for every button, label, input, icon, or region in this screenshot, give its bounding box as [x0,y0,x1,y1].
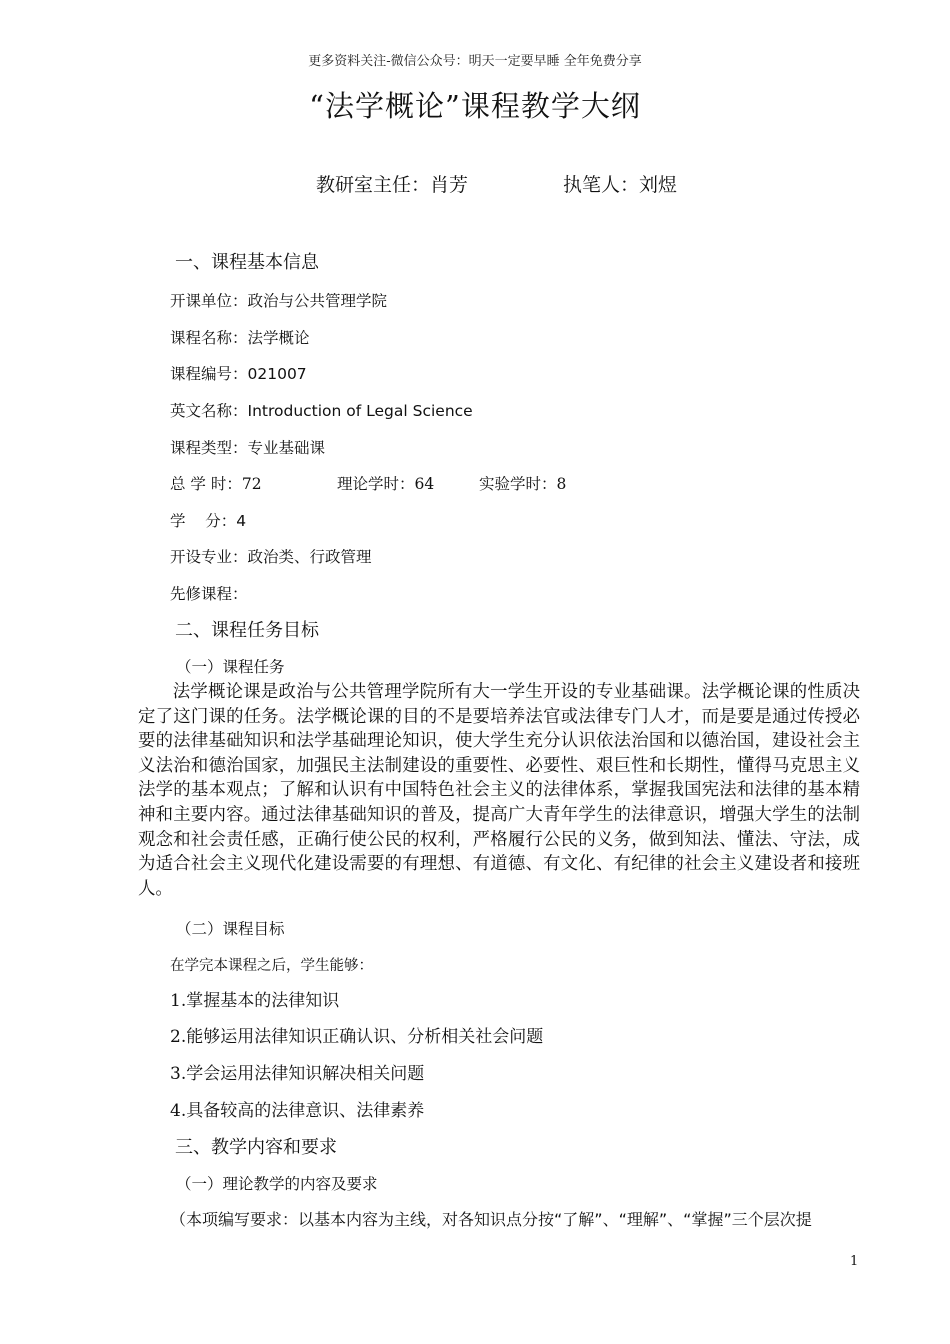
goal-item: 2.能够运用法律知识正确认识、分析相关社会问题 [170,1027,544,1047]
header-notice: 更多资料关注-微信公众号：明天一定要早睡 全年免费分享 [308,54,642,69]
goal-item: 4.具备较高的法律意识、法律素养 [170,1101,425,1121]
section3-heading: 三、教学内容和要求 [175,1137,337,1158]
section2-heading: 二、课程任务目标 [175,620,319,641]
field-course-code: 课程编号：021007 [170,365,307,383]
task-paragraph: 法学概论课是政治与公共管理学院所有大一学生开设的专业基础课。法学概论课的性质决定了这门课的任务。法学概论课的目的不是要培养法官或法律专门人才，而是要是通过传授必要的法律基础知识和法学基础理论知识，使大学生充分认识依法治国和以德治国，建设社会主义法治和德治国家，加强民主法制建设的重要性、必要性、艰巨性和长期性，懂得马克思主义法学的基本观点；了解和认识有中国特色社会主义的法律体系，掌握我国宪法和法律的基本精神和主要内容。通过法律基础知识的普及，提高广大青年学生的法律意识，增强大学生的法制观念和社会责任感，正确行使公民的权利，严格履行公民的义务，做到知法、懂法、守法，成为适合社会主义现代化建设需要的有理想、有道德、有文化、有纪律的社会主义建设者和接班人。 [138,682,860,899]
requirement-note: （本项编写要求：以基本内容为主线，对各知识点分按“了解”、“理解”、“掌握”三个层次提 [170,1210,812,1229]
page-number: 1 [850,1254,859,1269]
goal-item: 1.掌握基本的法律知识 [170,991,340,1011]
field-lab-hours: 实验学时：8 [479,475,567,493]
goals-intro: 在学完本课程之后，学生能够： [170,958,373,974]
field-course-type: 课程类型：专业基础课 [170,439,326,457]
subheading-course-goals: （二）课程目标 [176,920,285,938]
field-course-name: 课程名称：法学概论 [170,329,310,347]
field-department: 开课单位：政治与公共管理学院 [170,292,388,310]
writer-name: 执笔人：刘煜 [563,174,678,196]
page-title: “法学概论”课程教学大纲 [309,89,641,123]
subheading-course-task: （一）课程任务 [176,658,285,676]
section1-heading: 一、课程基本信息 [175,252,319,273]
subheading-theory-content: （一）理论教学的内容及要求 [176,1175,378,1193]
field-prerequisites: 先修课程： [170,585,248,603]
field-english-name: 英文名称：Introduction of Legal Science [170,402,473,420]
field-credits: 学 分：4 [170,512,247,530]
director-name: 教研室主任：肖芳 [316,174,469,196]
goal-item: 3.学会运用法律知识解决相关问题 [170,1064,425,1084]
field-majors: 开设专业：政治类、行政管理 [170,548,372,566]
field-theory-hours: 理论学时：64 [337,475,435,493]
field-total-hours: 总 学 时：72 [170,475,262,493]
